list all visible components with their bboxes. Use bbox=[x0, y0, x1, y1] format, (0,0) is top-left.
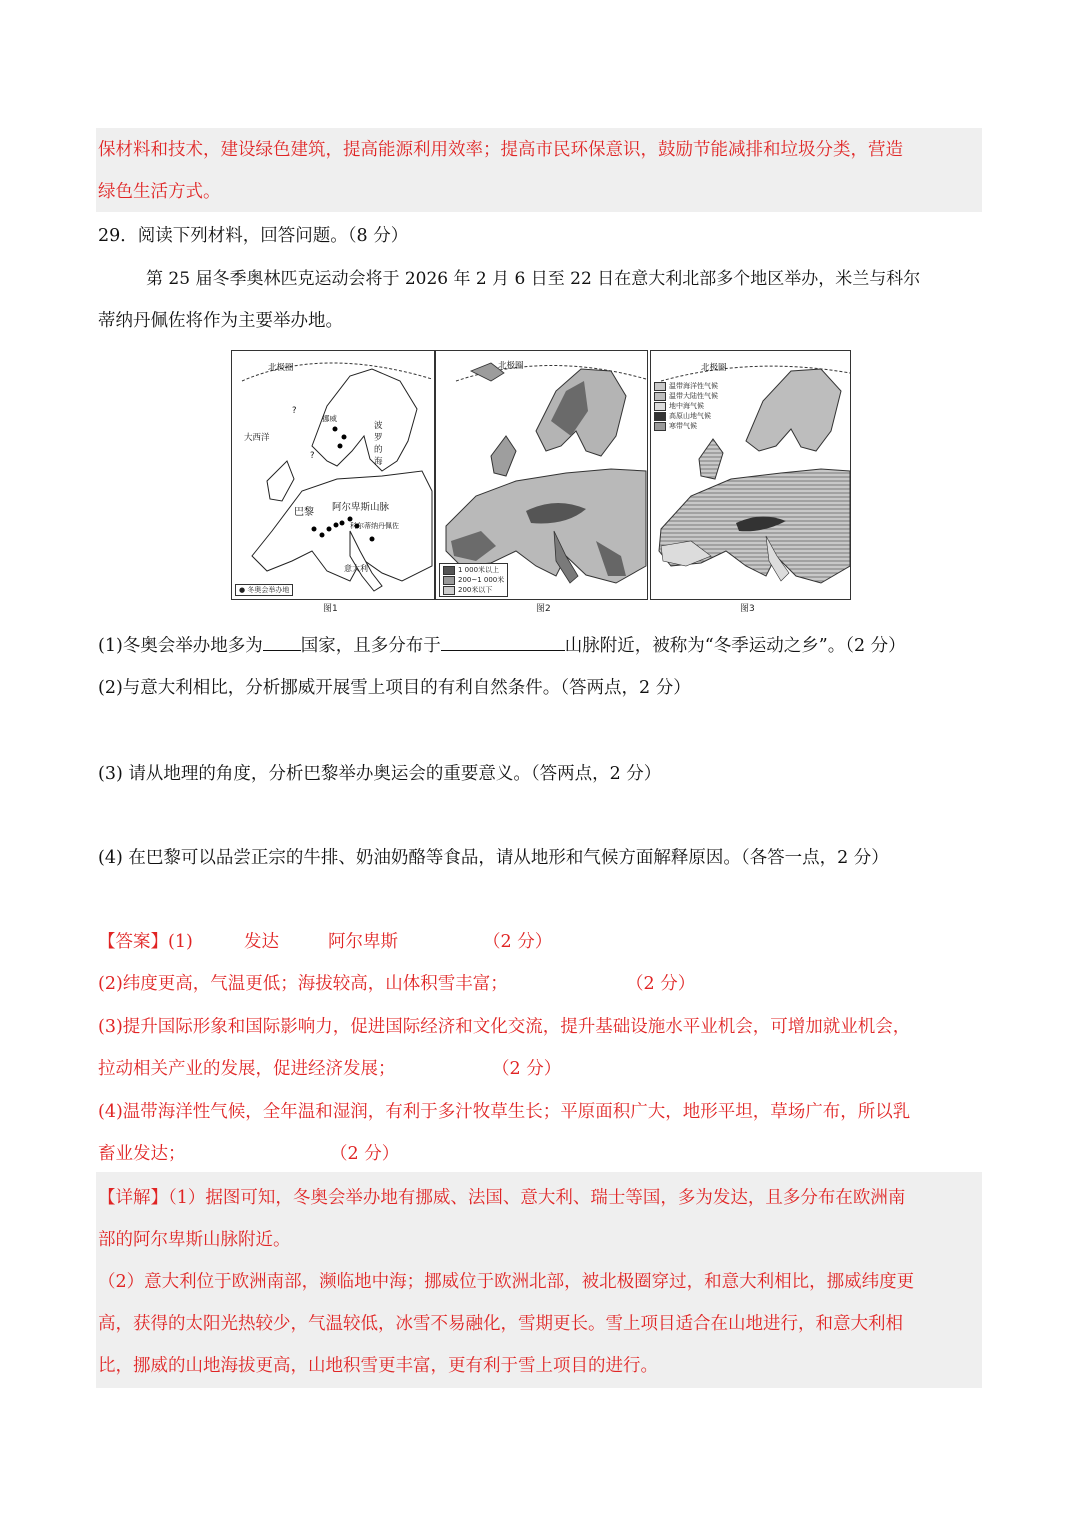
fig2-legend-row bbox=[443, 565, 504, 575]
swatch-low bbox=[443, 586, 455, 595]
venue-dot bbox=[334, 523, 339, 528]
explanation-2-line-1: （2）意大利位于欧洲南部，濒临地中海；挪威位于欧洲北部，被北极圈穿过，和意大利相比，挪威纬度更 bbox=[98, 1272, 915, 1292]
swatch-mid bbox=[443, 576, 455, 585]
answer-3-line-2: 拉动相关产业的发展，促进经济发展； bbox=[98, 1059, 396, 1079]
fig3-legend-oceanic: 温带海洋性气候 bbox=[669, 382, 718, 390]
sub-question-1 bbox=[98, 632, 906, 660]
fig2-legend-low: 200米以下 bbox=[458, 586, 493, 594]
fig1-atlantic-label: 大西洋 bbox=[244, 433, 270, 443]
fig2-legend-high: 1 000米以上 bbox=[458, 566, 500, 574]
fig3-legend-polar: 寒带气候 bbox=[669, 422, 697, 430]
figure-1-map bbox=[231, 350, 435, 600]
explanation-2-line-2: 高，获得的太阳光热较少，气温较低，冰雪不易融化，雪期更长。雪上项目适合在山地进行，和意大利相 bbox=[98, 1314, 903, 1334]
fig1-legend bbox=[235, 584, 293, 596]
figure-2-map bbox=[435, 350, 648, 600]
fig1-qmark-1: ? bbox=[292, 406, 297, 416]
fig2-legend-row bbox=[443, 575, 504, 585]
top-answer-line-2: 绿色生活方式。 bbox=[98, 182, 221, 202]
fig2-legend-mid: 200~1 000米 bbox=[458, 576, 505, 584]
answer-3-line-1: (3)提升国际形象和国际影响力，促进国际经济和文化交流，提升基础设施水平业机会，可增加就业机会， bbox=[98, 1017, 911, 1037]
figure-2-caption: 图2 bbox=[536, 604, 551, 614]
answer-2: (2)纬度更高，气温更低；海拔较高，山体积雪丰富； bbox=[98, 974, 508, 994]
q1-part3: 山脉附近，被称为“冬季运动之乡”。（2 分） bbox=[564, 636, 906, 656]
sub-question-2: (2)与意大利相比，分析挪威开展雪上项目的有利自然条件。（答两点，2 分） bbox=[98, 678, 691, 698]
swatch-continental bbox=[654, 392, 666, 401]
q1-part2: 国家，且多分布于 bbox=[300, 636, 441, 656]
venue-dot bbox=[340, 521, 345, 526]
q1-blank-1[interactable] bbox=[263, 632, 301, 651]
answer-label-1: 【答案】(1) bbox=[98, 932, 193, 952]
britain-climate bbox=[699, 439, 723, 479]
material-line-2: 蒂纳丹佩佐将作为主要举办地。 bbox=[98, 311, 343, 331]
figure-2-svg bbox=[436, 351, 647, 599]
question-header: 29．阅读下列材料，回答问题。（8 分） bbox=[98, 226, 409, 246]
venue-dot bbox=[320, 533, 325, 538]
fig3-legend bbox=[654, 381, 718, 431]
fig3-arctic-label: 北极圈 bbox=[701, 363, 727, 373]
venue-dot bbox=[342, 435, 347, 440]
fig1-baltic-2: 罗 bbox=[374, 433, 383, 443]
fig1-alps-label: 阿尔卑斯山脉 bbox=[332, 502, 390, 513]
swatch-high bbox=[443, 566, 455, 575]
q1-blank-2[interactable] bbox=[441, 632, 565, 651]
explanation-2-line-3: 比，挪威的山地海拔更高，山地积雪更丰富，更有利于雪上项目的进行。 bbox=[98, 1356, 658, 1376]
venue-dot bbox=[327, 527, 332, 532]
fig3-legend-mediterranean: 地中海气候 bbox=[669, 402, 704, 410]
answer-1-word-1: 发达 bbox=[244, 932, 279, 952]
fig1-baltic-3: 的 bbox=[374, 445, 383, 455]
fig1-arctic-label: 北极圈 bbox=[268, 363, 294, 373]
top-answer-line-1: 保材料和技术，建设绿色建筑，提高能源利用效率；提高市民环保意识，鼓励节能减排和垃圾分类，营造 bbox=[98, 140, 903, 160]
answer-4-score: （2 分） bbox=[330, 1144, 400, 1164]
fig2-arctic-label: 北极圈 bbox=[498, 361, 524, 371]
venue-dot bbox=[312, 527, 317, 532]
swatch-highland bbox=[654, 412, 666, 421]
swatch-mediterranean bbox=[654, 402, 666, 411]
fig3-legend-continental: 温带大陆性气候 bbox=[669, 392, 718, 400]
fig1-baltic-1: 波 bbox=[374, 421, 383, 431]
venue-dot bbox=[370, 537, 375, 542]
britain-relief bbox=[491, 436, 516, 476]
answer-4-line-1: (4)温带海洋性气候，全年温和湿润，有利于多汁牧草生长；平原面积广大，地形平坦，草场广布，所以乳 bbox=[98, 1102, 911, 1122]
fig3-legend-row bbox=[654, 381, 718, 391]
fig1-italy-label: 意大利 bbox=[344, 564, 368, 573]
material-line-1: 第 25 届冬季奥林匹克运动会将于 2026 年 2 月 6 日至 22 日在意大利北部多个地区举办，米兰与科尔 bbox=[146, 269, 921, 289]
scandinavia-climate bbox=[746, 369, 841, 451]
venue-dot bbox=[338, 444, 343, 449]
fig2-legend-row bbox=[443, 585, 504, 595]
fig1-norway-label: 挪威 bbox=[322, 414, 337, 423]
britain-shape bbox=[267, 461, 294, 501]
q1-part1: (1)冬奥会举办地多为 bbox=[98, 636, 263, 656]
fig3-legend-row bbox=[654, 421, 718, 431]
fig3-legend-highland: 高原山地气候 bbox=[669, 412, 711, 420]
figure-3-map bbox=[650, 350, 851, 600]
figure-1-svg bbox=[232, 351, 434, 599]
fig3-legend-row bbox=[654, 401, 718, 411]
answer-1-score: （2 分） bbox=[483, 932, 553, 952]
fig2-legend bbox=[439, 563, 508, 597]
figure-1-caption: 图1 bbox=[323, 604, 338, 614]
answer-4-line-2: 畜业发达； bbox=[98, 1144, 186, 1164]
sub-question-3: (3) 请从地理的角度，分析巴黎举办奥运会的重要意义。（答两点，2 分） bbox=[98, 764, 662, 784]
venue-dot bbox=[333, 427, 338, 432]
fig1-legend-text: 冬奥会举办地 bbox=[247, 586, 290, 594]
answer-2-score: （2 分） bbox=[626, 974, 696, 994]
fig1-paris-label: 巴黎 bbox=[294, 507, 314, 518]
answer-1-word-2: 阿尔卑斯 bbox=[328, 932, 398, 952]
explanation-1-line-1: 【详解】（1）据图可知，冬奥会举办地有挪威、法国、意大利、瑞士等国，多为发达，且多分布在欧洲南 bbox=[98, 1188, 906, 1208]
fig3-legend-row bbox=[654, 391, 718, 401]
swatch-polar bbox=[654, 422, 666, 431]
explanation-1-line-2: 部的阿尔卑斯山脉附近。 bbox=[98, 1230, 291, 1250]
sub-question-4: (4) 在巴黎可以品尝正宗的牛排、奶油奶酪等食品，请从地形和气候方面解释原因。（各答一点，2 分） bbox=[98, 848, 889, 868]
figure-3-caption: 图3 bbox=[740, 604, 755, 614]
legend-dot-icon: ● bbox=[239, 586, 248, 594]
fig1-baltic-4: 海 bbox=[374, 457, 383, 467]
answer-3-score: （2 分） bbox=[492, 1059, 562, 1079]
swatch-oceanic bbox=[654, 382, 666, 391]
fig3-legend-row bbox=[654, 411, 718, 421]
fig1-cortina-label: 科尔蒂纳丹佩佐 bbox=[350, 522, 399, 530]
fig1-qmark-2: ? bbox=[310, 451, 315, 461]
